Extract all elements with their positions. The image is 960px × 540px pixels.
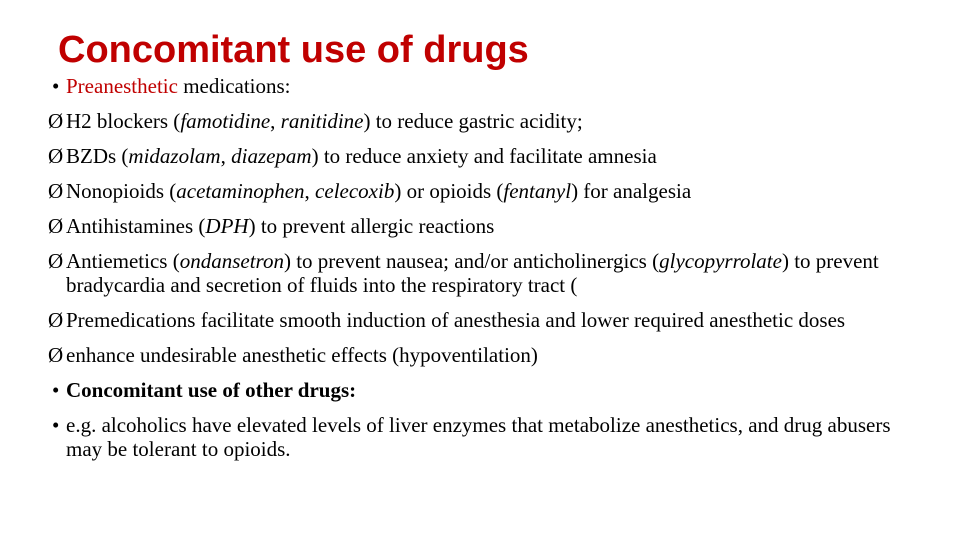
arrow-bullet-icon: Ø <box>48 308 64 332</box>
item-text: e.g. alcoholics have elevated levels of liver enzymes that metabolize anesthetics, and drug abusers may be tolerant to opioids. <box>66 413 891 461</box>
item-text: ) to prevent bradycardia and secretion of fluids into the respiratory tract ( <box>66 249 879 297</box>
item-text: acetaminophen <box>176 179 305 203</box>
item-text: ) to reduce gastric acidity; <box>363 109 583 133</box>
item-text: , <box>220 144 232 168</box>
arrow-bullet-icon: Ø <box>48 109 64 133</box>
list-item <box>48 413 928 461</box>
item-text: BZDs ( <box>66 144 129 168</box>
item-text: famotidine <box>180 109 271 133</box>
item-text: ) to prevent nausea; and/or anticholinergics ( <box>283 249 660 273</box>
arrow-bullet-icon: Ø <box>48 214 64 238</box>
item-text: , <box>304 179 316 203</box>
item-text: Premedications facilitate smooth induction of anesthesia and lower required anesthetic doses <box>66 308 846 332</box>
item-text: ondansetron <box>179 249 284 273</box>
item-text: fentanyl <box>503 179 572 203</box>
item-text: DPH <box>205 214 249 238</box>
item-text: diazepam <box>231 144 312 168</box>
arrow-bullet-icon: Ø <box>48 144 64 168</box>
item-text: ) to prevent allergic reactions <box>248 214 495 238</box>
list-item <box>48 378 928 402</box>
list-item <box>48 308 928 332</box>
arrow-bullet-icon: Ø <box>48 179 64 203</box>
list-item <box>48 109 928 133</box>
item-text: Antiemetics ( <box>66 249 180 273</box>
item-text: Nonopioids ( <box>66 179 177 203</box>
item-text: celecoxib <box>315 179 395 203</box>
arrow-bullet-icon: Ø <box>48 343 64 367</box>
item-text: ranitidine <box>280 109 364 133</box>
list-item <box>48 74 928 98</box>
item-text: Preanesthetic <box>66 74 178 98</box>
list-item <box>48 249 928 297</box>
list-item <box>48 343 928 367</box>
item-text: medications: <box>177 74 291 98</box>
slide-title: Concomitant use of drugs <box>58 29 529 71</box>
slide-body <box>48 74 928 461</box>
item-text: H2 blockers ( <box>66 109 181 133</box>
list-item <box>48 214 928 238</box>
item-text: midazolam <box>128 144 221 168</box>
list-item <box>48 144 928 168</box>
item-text: ) to reduce anxiety and facilitate amnesia <box>311 144 657 168</box>
arrow-bullet-icon: Ø <box>48 249 64 273</box>
item-text: glycopyrrolate <box>659 249 782 273</box>
item-text: ) or opioids ( <box>394 179 504 203</box>
item-text: enhance undesirable anesthetic effects (hypoventilation) <box>66 343 538 367</box>
item-text: , <box>270 109 281 133</box>
item-text: Antihistamines ( <box>66 214 206 238</box>
item-text: ) for analgesia <box>571 179 692 203</box>
bullet-icon: • <box>52 378 60 402</box>
list-item <box>48 179 928 203</box>
bullet-icon: • <box>52 413 60 437</box>
item-text: Concomitant use of other drugs: <box>66 378 357 402</box>
bullet-icon: • <box>52 74 60 98</box>
